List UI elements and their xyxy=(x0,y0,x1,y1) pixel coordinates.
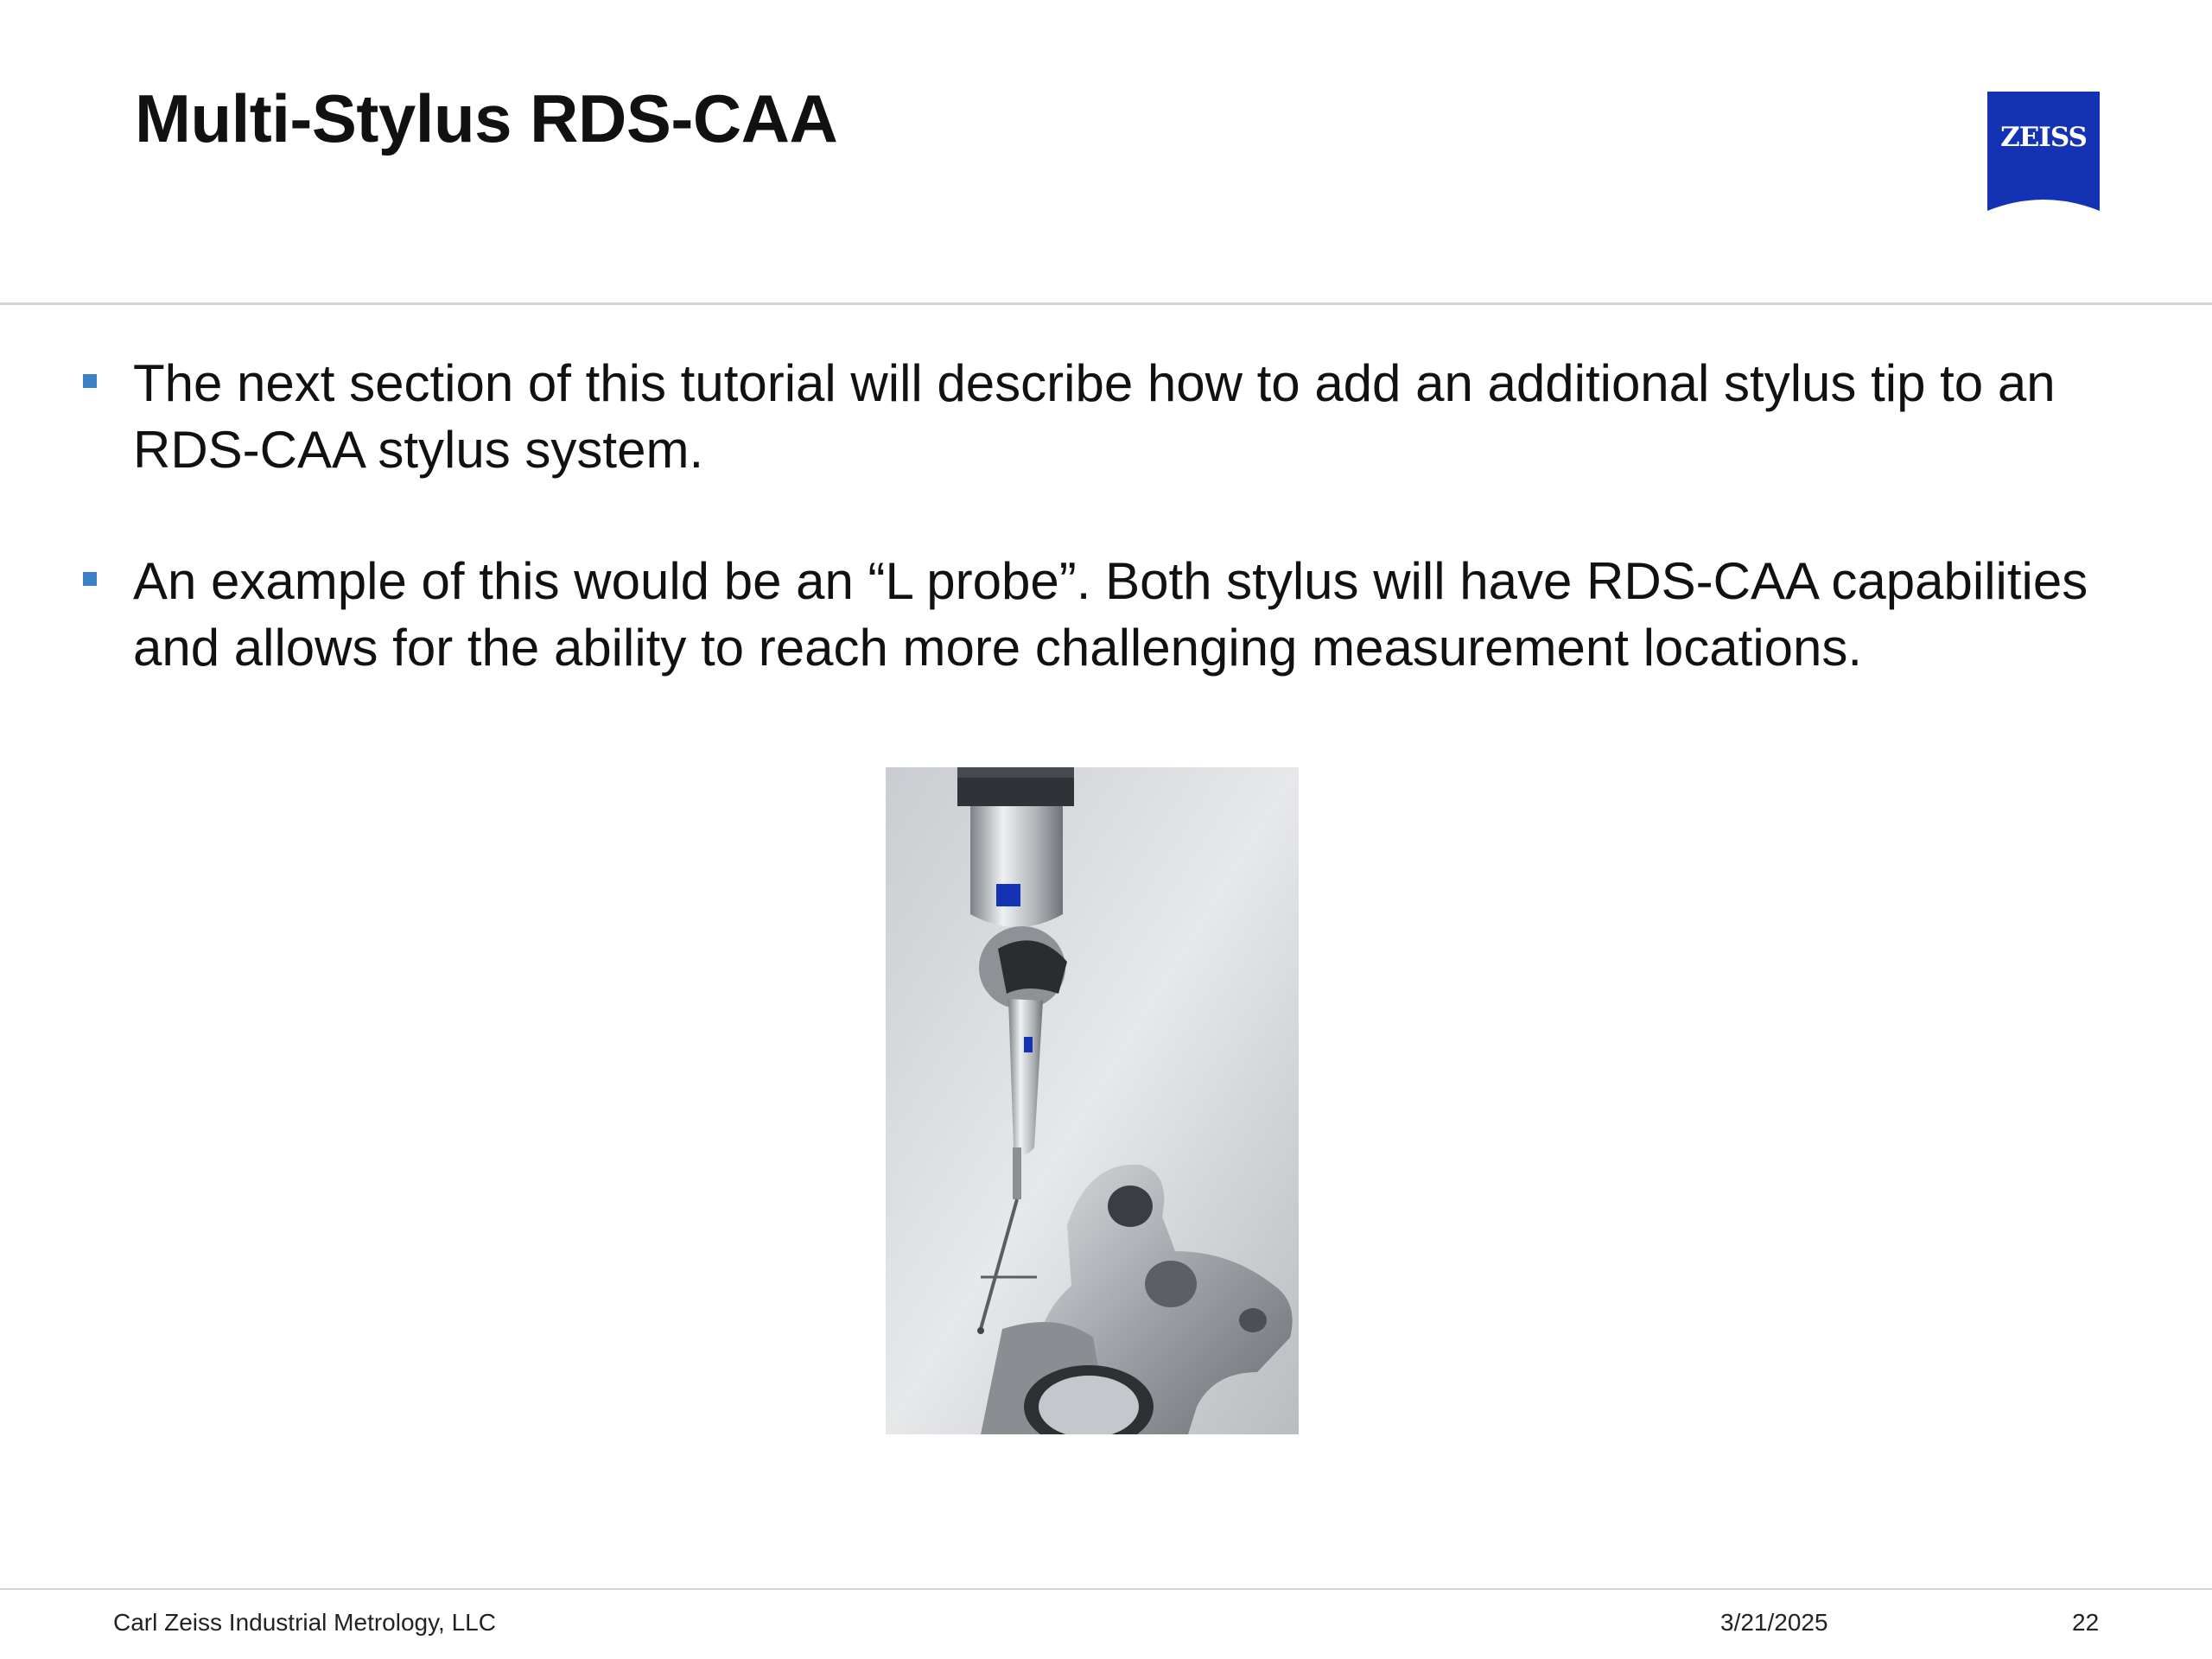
bullet-item xyxy=(81,350,2138,483)
footer-divider xyxy=(0,1588,2212,1590)
bullet-item xyxy=(81,548,2138,681)
footer-date: 3/21/2025 xyxy=(1720,1609,1828,1636)
zeiss-logo xyxy=(1987,92,2100,211)
probe-photo xyxy=(886,767,1299,1434)
svg-text:ZEISS: ZEISS xyxy=(2000,122,2087,153)
slide-title: Multi-Stylus RDS-CAA xyxy=(135,80,838,156)
header-divider xyxy=(0,302,2212,305)
bullet-text: An example of this would be an “L probe”. Both stylus will have RDS-CAA capabilities and allows for the ability to reach more challenging measurement locations. xyxy=(133,552,2088,677)
bullet-list xyxy=(81,350,2138,746)
page-number: 22 xyxy=(2072,1609,2100,1636)
square-bullet-icon xyxy=(83,572,97,586)
footer-company: Carl Zeiss Industrial Metrology, LLC xyxy=(113,1609,496,1636)
square-bullet-icon xyxy=(83,374,97,388)
bullet-text: The next section of this tutorial will describe how to add an additional stylus tip to an RDS-CAA stylus system. xyxy=(133,354,2056,479)
